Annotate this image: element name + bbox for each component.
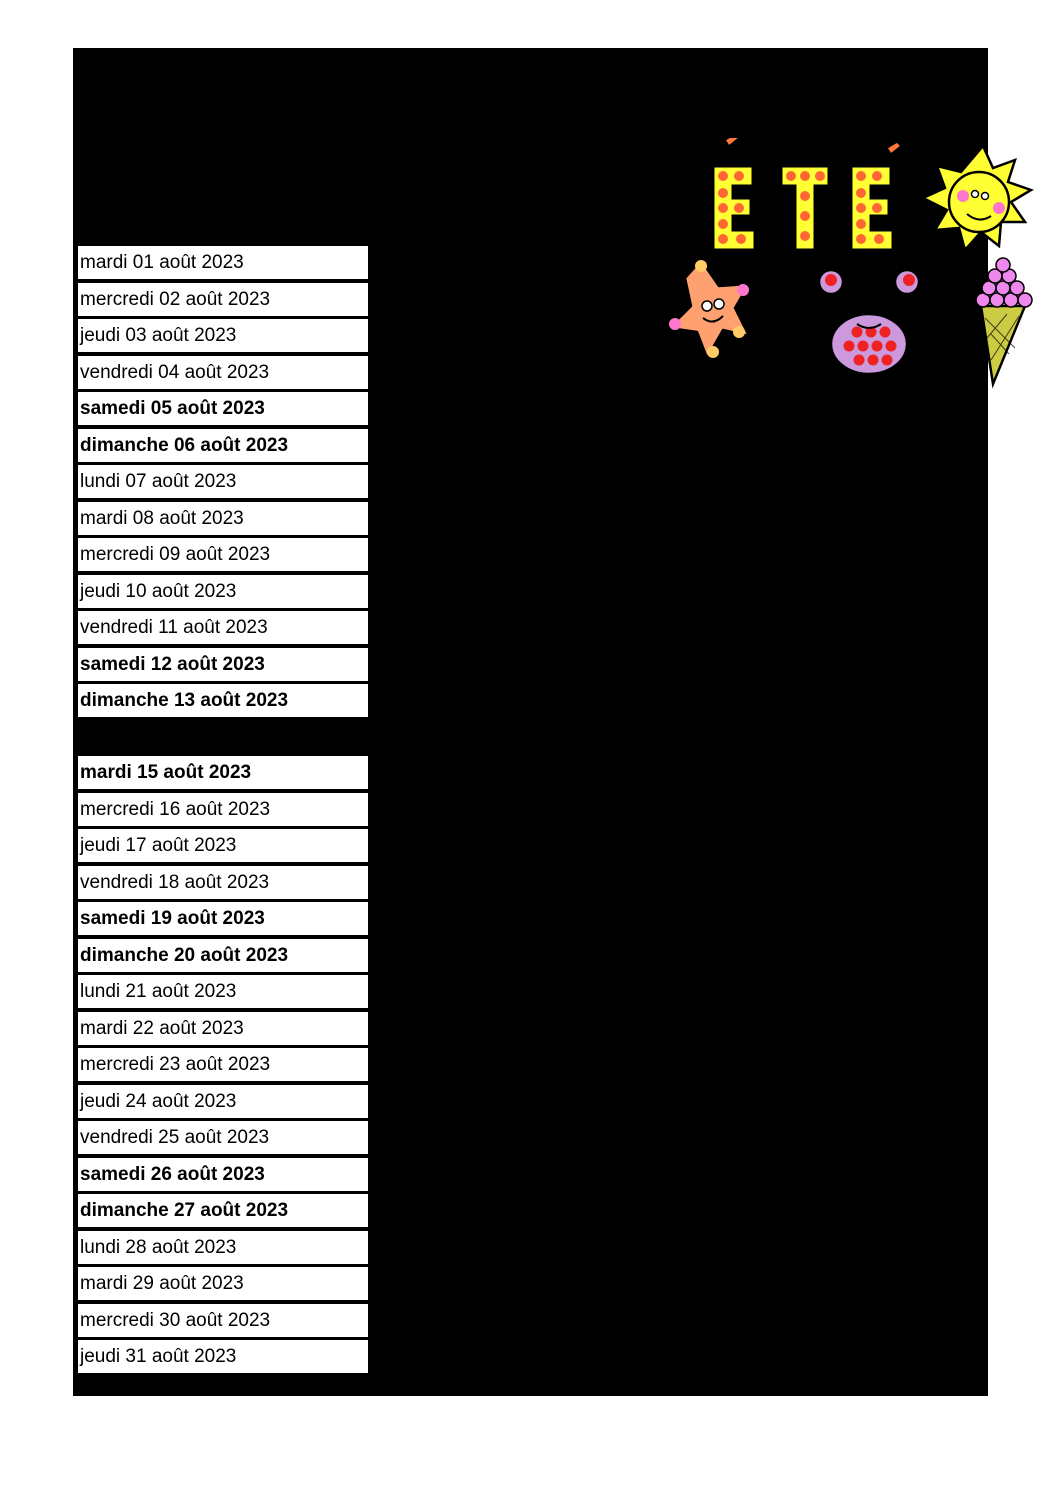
day-row: samedi 26 août 2023: [78, 1158, 368, 1191]
day-row: samedi 12 août 2023: [78, 648, 368, 681]
calendar-sheet: [73, 48, 988, 1396]
day-row: mercredi 09 août 2023: [78, 538, 368, 571]
day-row: mardi 01 août 2023: [78, 246, 368, 279]
day-row: vendredi 25 août 2023: [78, 1121, 368, 1154]
summer-illustration: [663, 138, 1053, 398]
day-row: mercredi 30 août 2023: [78, 1304, 368, 1337]
day-row: vendredi 11 août 2023: [78, 611, 368, 644]
ete-title-art: [713, 138, 901, 250]
day-row: jeudi 31 août 2023: [78, 1340, 368, 1373]
day-row: vendredi 18 août 2023: [78, 866, 368, 899]
day-row: mercredi 02 août 2023: [78, 283, 368, 316]
day-row: lundi 28 août 2023: [78, 1231, 368, 1264]
day-row: lundi 07 août 2023: [78, 465, 368, 498]
day-row: jeudi 03 août 2023: [78, 319, 368, 352]
starfish-icon: [669, 260, 749, 358]
day-row: jeudi 17 août 2023: [78, 829, 368, 862]
sun-icon: [923, 146, 1031, 250]
crab-icon: [805, 270, 931, 378]
day-row: dimanche 06 août 2023: [78, 429, 368, 462]
day-row: vendredi 04 août 2023: [78, 356, 368, 389]
day-row: dimanche 27 août 2023: [78, 1194, 368, 1227]
day-row: jeudi 10 août 2023: [78, 575, 368, 608]
day-row: samedi 05 août 2023: [78, 392, 368, 425]
ice-cream-icon: [976, 258, 1032, 384]
day-row: dimanche 20 août 2023: [78, 939, 368, 972]
day-row: mardi 22 août 2023: [78, 1012, 368, 1045]
day-row: jeudi 24 août 2023: [78, 1085, 368, 1118]
day-row: mardi 29 août 2023: [78, 1267, 368, 1300]
day-row: mercredi 16 août 2023: [78, 793, 368, 826]
day-row: mardi 15 août 2023: [78, 756, 368, 789]
day-row: lundi 21 août 2023: [78, 975, 368, 1008]
day-row: dimanche 13 août 2023: [78, 684, 368, 717]
day-row: samedi 19 août 2023: [78, 902, 368, 935]
day-row: mercredi 23 août 2023: [78, 1048, 368, 1081]
day-row: mardi 08 août 2023: [78, 502, 368, 535]
